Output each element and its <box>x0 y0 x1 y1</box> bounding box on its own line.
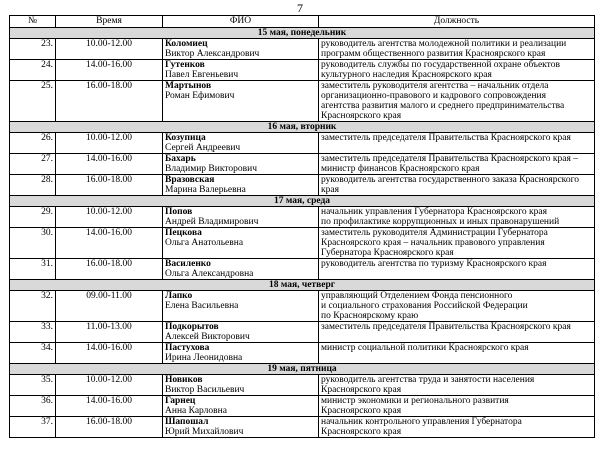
given-names: Павел Евгеньевич <box>165 70 239 80</box>
position-line: по Красноярскому краю <box>321 311 419 321</box>
row-position <box>319 175 595 196</box>
surname: Новиков <box>165 375 203 385</box>
position-line: руководитель службы по государственной охране объектов <box>321 60 560 70</box>
row-fio <box>163 133 319 154</box>
day-title: 15 мая, понедельник <box>10 28 595 39</box>
table-row <box>10 259 595 280</box>
row-fio <box>163 60 319 81</box>
position-line: заместитель руководителя Администрации Губернатора <box>321 228 548 238</box>
surname: Василенко <box>165 259 211 269</box>
given-names: Елена Васильевна <box>165 301 239 311</box>
row-time: 16.00-18.00 <box>56 175 163 196</box>
position-line: руководитель агентства по туризму Красноярского края <box>321 259 547 269</box>
row-position <box>319 154 595 175</box>
row-position <box>319 375 595 396</box>
position-line: руководитель агентства молодежной политики и реализации <box>321 39 567 49</box>
position-line: культурного наследия Красноярского края <box>321 70 492 80</box>
row-number: 27. <box>10 154 56 175</box>
position-line: Красноярского края – начальник правового управления <box>321 238 545 248</box>
row-position <box>319 207 595 228</box>
position-line: заместитель председателя Правительства Красноярского края – <box>321 154 578 164</box>
given-names: Ольга Анатольевна <box>165 238 244 248</box>
surname: Бахарь <box>165 154 196 164</box>
table-row <box>10 81 595 122</box>
position-line: Красноярского края <box>321 385 402 395</box>
given-names: Андрей Владимирович <box>165 217 259 227</box>
row-position <box>319 39 595 60</box>
row-fio <box>163 417 319 438</box>
position-line: начальник контрольного управления Губернатора <box>321 417 522 427</box>
day-title: 19 мая, пятница <box>10 364 595 375</box>
surname: Шапошал <box>165 417 209 427</box>
header-time: Время <box>56 16 163 28</box>
row-position <box>319 81 595 122</box>
surname: Пастухова <box>165 343 210 353</box>
position-line: министр социальной политики Красноярского края <box>321 343 529 353</box>
surname: Лапко <box>165 291 193 301</box>
row-time: 09.00-11.00 <box>56 291 163 322</box>
given-names: Марина Валерьевна <box>165 185 246 195</box>
table-row <box>10 396 595 417</box>
surname: Козупица <box>165 133 206 143</box>
position-line: управляющий Отделением Фонда пенсионного <box>321 291 513 301</box>
surname: Пецкова <box>165 228 202 238</box>
row-number: 23. <box>10 39 56 60</box>
day-title: 18 мая, четверг <box>10 280 595 291</box>
row-time: 14.00-16.00 <box>56 154 163 175</box>
row-number: 25. <box>10 81 56 122</box>
row-number: 35. <box>10 375 56 396</box>
row-time: 16.00-18.00 <box>56 259 163 280</box>
surname: Гарнец <box>165 396 196 406</box>
row-position <box>319 417 595 438</box>
row-time: 10.00-12.00 <box>56 133 163 154</box>
given-names: Ирина Леонидовна <box>165 353 243 363</box>
row-fio <box>163 175 319 196</box>
table-row <box>10 207 595 228</box>
position-line: Красноярского края <box>321 111 402 121</box>
row-fio <box>163 81 319 122</box>
row-time: 14.00-16.00 <box>56 60 163 81</box>
row-position <box>319 396 595 417</box>
table-row <box>10 175 595 196</box>
day-header-row <box>10 280 595 291</box>
day-header-row <box>10 28 595 39</box>
row-number: 32. <box>10 291 56 322</box>
position-line: министр финансов Красноярского края <box>321 164 480 174</box>
row-number: 29. <box>10 207 56 228</box>
row-time: 11.00-13.00 <box>56 322 163 343</box>
surname: Попов <box>165 207 193 217</box>
table-row <box>10 228 595 259</box>
day-title: 16 мая, вторник <box>10 122 595 133</box>
row-number: 24. <box>10 60 56 81</box>
position-line: края <box>321 185 339 195</box>
row-fio <box>163 228 319 259</box>
row-position <box>319 322 595 343</box>
row-fio <box>163 322 319 343</box>
row-time: 14.00-16.00 <box>56 343 163 364</box>
position-line: и социального страхования Российской Федерации <box>321 301 528 311</box>
page-number: 7 <box>297 1 303 15</box>
row-position <box>319 60 595 81</box>
given-names: Анна Карловна <box>165 406 227 416</box>
position-line: министр экономики и регионального развития <box>321 396 509 406</box>
row-number: 36. <box>10 396 56 417</box>
row-position <box>319 291 595 322</box>
row-fio <box>163 259 319 280</box>
row-position <box>319 259 595 280</box>
row-fio <box>163 207 319 228</box>
position-line: руководитель агентства труда и занятости населения <box>321 375 535 385</box>
surname: Подкорытов <box>165 322 219 332</box>
position-line: начальник управления Губернатора Красноярского края <box>321 207 547 217</box>
table-row <box>10 133 595 154</box>
day-header-row <box>10 364 595 375</box>
header-num: № <box>10 16 56 28</box>
given-names: Роман Ефимович <box>165 91 235 101</box>
table-row <box>10 375 595 396</box>
row-position <box>319 133 595 154</box>
row-time: 10.00-12.00 <box>56 207 163 228</box>
given-names: Сергей Андреевич <box>165 143 241 153</box>
header-name: ФИО <box>163 16 319 28</box>
position-line: организационно-правового и кадрового сопровождения <box>321 91 546 101</box>
table-row <box>10 291 595 322</box>
surname: Вразовская <box>165 175 215 185</box>
row-time: 10.00-12.00 <box>56 375 163 396</box>
row-number: 30. <box>10 228 56 259</box>
row-position <box>319 343 595 364</box>
row-number: 31. <box>10 259 56 280</box>
table-row <box>10 39 595 60</box>
table-row <box>10 60 595 81</box>
surname: Мартынов <box>165 81 212 91</box>
table-row <box>10 417 595 438</box>
position-line: программ общественного развития Красноярского края <box>321 49 546 59</box>
row-fio <box>163 39 319 60</box>
given-names: Юрий Михайлович <box>165 427 244 437</box>
position-line: заместитель председателя Правительства Красноярского края <box>321 133 571 143</box>
row-time: 10.00-12.00 <box>56 39 163 60</box>
row-number: 28. <box>10 175 56 196</box>
row-fio <box>163 396 319 417</box>
position-line: агентства развития малого и среднего предпринимательства <box>321 101 565 111</box>
row-fio <box>163 375 319 396</box>
given-names: Алексей Викторович <box>165 332 250 342</box>
position-line: Губернатора Красноярского края <box>321 248 454 258</box>
position-line: руководитель агентства государственного заказа Красноярского <box>321 175 579 185</box>
row-time: 14.00-16.00 <box>56 396 163 417</box>
table-row <box>10 322 595 343</box>
given-names: Виктор Васильевич <box>165 385 245 395</box>
position-line: по профилактике коррупционных и иных правонарушений <box>321 217 560 227</box>
schedule-body <box>10 28 595 438</box>
day-title: 17 мая, среда <box>10 196 595 207</box>
row-fio <box>163 154 319 175</box>
given-names: Ольга Александровна <box>165 269 254 279</box>
row-time: 16.00-18.00 <box>56 417 163 438</box>
position-line: Красноярского края <box>321 406 402 416</box>
day-header-row <box>10 122 595 133</box>
row-number: 33. <box>10 322 56 343</box>
row-fio <box>163 291 319 322</box>
surname: Коломиец <box>165 39 208 49</box>
row-position <box>319 228 595 259</box>
schedule-table <box>9 15 595 438</box>
row-time: 14.00-16.00 <box>56 228 163 259</box>
row-time: 16.00-18.00 <box>56 81 163 122</box>
position-line: заместитель председателя Правительства Красноярского края <box>321 322 571 332</box>
row-number: 26. <box>10 133 56 154</box>
row-number: 34. <box>10 343 56 364</box>
row-fio <box>163 343 319 364</box>
day-header-row <box>10 196 595 207</box>
row-number: 37. <box>10 417 56 438</box>
header-position: Должность <box>319 16 595 28</box>
surname: Гутенков <box>165 60 205 70</box>
table-row <box>10 343 595 364</box>
position-line: Красноярского края <box>321 427 402 437</box>
given-names: Виктор Александрович <box>165 49 260 59</box>
table-row <box>10 154 595 175</box>
header-row <box>10 16 595 28</box>
given-names: Владимир Викторович <box>165 164 257 174</box>
position-line: заместитель руководителя агентства – начальник отдела <box>321 81 549 91</box>
